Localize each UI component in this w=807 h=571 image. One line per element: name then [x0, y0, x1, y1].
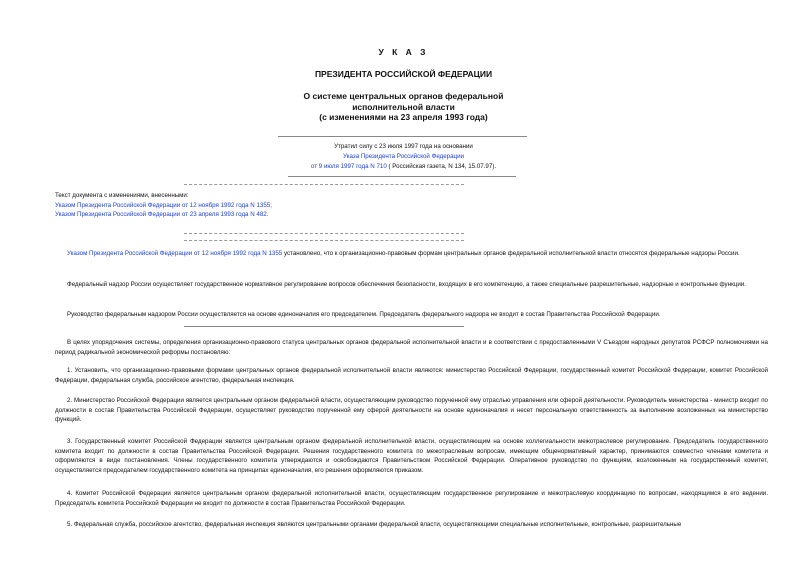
document-title [0, 91, 807, 123]
change-link-482[interactable]: Указом Президента Российской Федерации от 23 апреля 1993 года N 482. [55, 211, 269, 219]
repeal-source: ( Российская газета, N 134, 15.07.97). [386, 163, 497, 170]
paragraph-intro-text: установлено, что к организационно-правовым формам центральных органов федеральной исполнительной власти относятся федеральные надзоры России. [282, 250, 740, 257]
paragraph-supervision: Федеральный надзор России осуществляет государственное нормативное регулирование вопросов обеспечения безопасности, входящих в его компетенцию, а также специальные разрешительные, надзорные и контрольные функции. [67, 281, 746, 288]
change-link-1355[interactable]: Указом Президента Российской Федерации от 12 ноября 1992 года N 1355; [55, 201, 272, 209]
decree-heading: У К А З [378, 47, 429, 57]
repeal-prefix: Утратил силу с 23 июля 1997 года на основании [334, 143, 473, 150]
paragraph-intro [55, 249, 768, 259]
paragraph-3: 3. Государственный комитет Российской Федерации является центральным органом федеральной исполнительной власти, осуществляющим на основе коллегиальности межотраслевое регулирование. Председатель государственного комитета входит по должности в состав Правительства Российской Федерации. Решения государственного комитета по межотраслевым вопросам, имеющим общенормативный характер, принимаются совместно членами комитета и оформляются в виде постановления. Члены государственного комитета утверждаются и освобождаются Правительством Российской Федерации. Оперативное руководство по функциям, возложенным на государственный комитет, осуществляется председателем государственного комитета на принципах единоначалия, его решения оформляются приказом. [55, 438, 768, 474]
changes-block [55, 191, 272, 220]
changes-bottom-rule-2 [184, 240, 464, 241]
repeal-decree-link[interactable]: Указа Президента Российской Федерации [342, 153, 465, 160]
paragraph-management: Руководство федеральным надзором России осуществляется на основе единоначалия его председателем. Председатель федерального надзора не входит в состав Правительства Российской Федерации. [67, 311, 661, 318]
paragraph-1: 1. Установить, что организационно-правовыми формами центральных органов федеральной исполнительной власти являются: министерство Российской Федерации, государственный комитет Российской Федерации, комитет Российской Федерации, федеральная служба, российское агентство, федеральная инспекция. [55, 367, 768, 384]
paragraph-preamble: В целях упорядочения системы, определения организационно-правового статуса центральных органов федеральной исполнительной власти и в соответствии с предоставленными V Съездом народных депутатов РСФСР полномочиями на период радикальной экономической реформы постановляю: [55, 339, 768, 356]
changes-bottom-rule [184, 233, 464, 234]
changes-intro: Текст документа с изменениями, внесенными: [55, 192, 189, 199]
status-bottom-rule [288, 176, 516, 177]
paragraph-5: 5. Федеральная служба, российское агентство, федеральная инспекция являются центральными органами федеральной власти, осуществляющими специальные исполнительные, контрольные, разрешительные [67, 521, 682, 528]
repeal-decree-line [0, 162, 807, 172]
paragraph-2: 2. Министерство Российской Федерации является центральным органом федеральной власти, осуществляющим руководство порученной ему отраслью управления или сферой деятельности. Руководитель министерства - министр входит по должности в состав Правительства Российской Федерации, осуществляет руководство порученной ему сферой деятельности на основе единоначалия и несет персональную ответственность за выполнение возложенных на министерство функций. [55, 397, 768, 424]
status-top-rule [278, 136, 527, 137]
decree-1355-link[interactable]: Указом Президента Российской Федерации от 12 ноября 1992 года N 1355 [67, 250, 283, 257]
paragraph-4: 4. Комитет Российской Федерации является центральным органом федеральной исполнительной власти, осуществляющим государственное регулирование и межотраслевую координацию по вопросам, находящимся в его ведении. Председатель комитета Российской Федерации не входит по должности в состав Правительства Российской Федерации. [55, 490, 768, 507]
changes-top-rule [184, 184, 464, 185]
repeal-date-link[interactable]: от 9 июля 1997 года N 710 [310, 163, 387, 170]
president-heading: ПРЕЗИДЕНТА РОССИЙСКОЙ ФЕДЕРАЦИИ [314, 69, 493, 79]
title-line-1: О системе центральных органов федеральной [303, 91, 504, 101]
section-rule [184, 326, 464, 327]
title-line-3: (с изменениями на 23 апреля 1993 года) [319, 112, 488, 122]
title-line-2: исполнительной власти [352, 101, 455, 112]
repeal-notice [0, 142, 807, 172]
